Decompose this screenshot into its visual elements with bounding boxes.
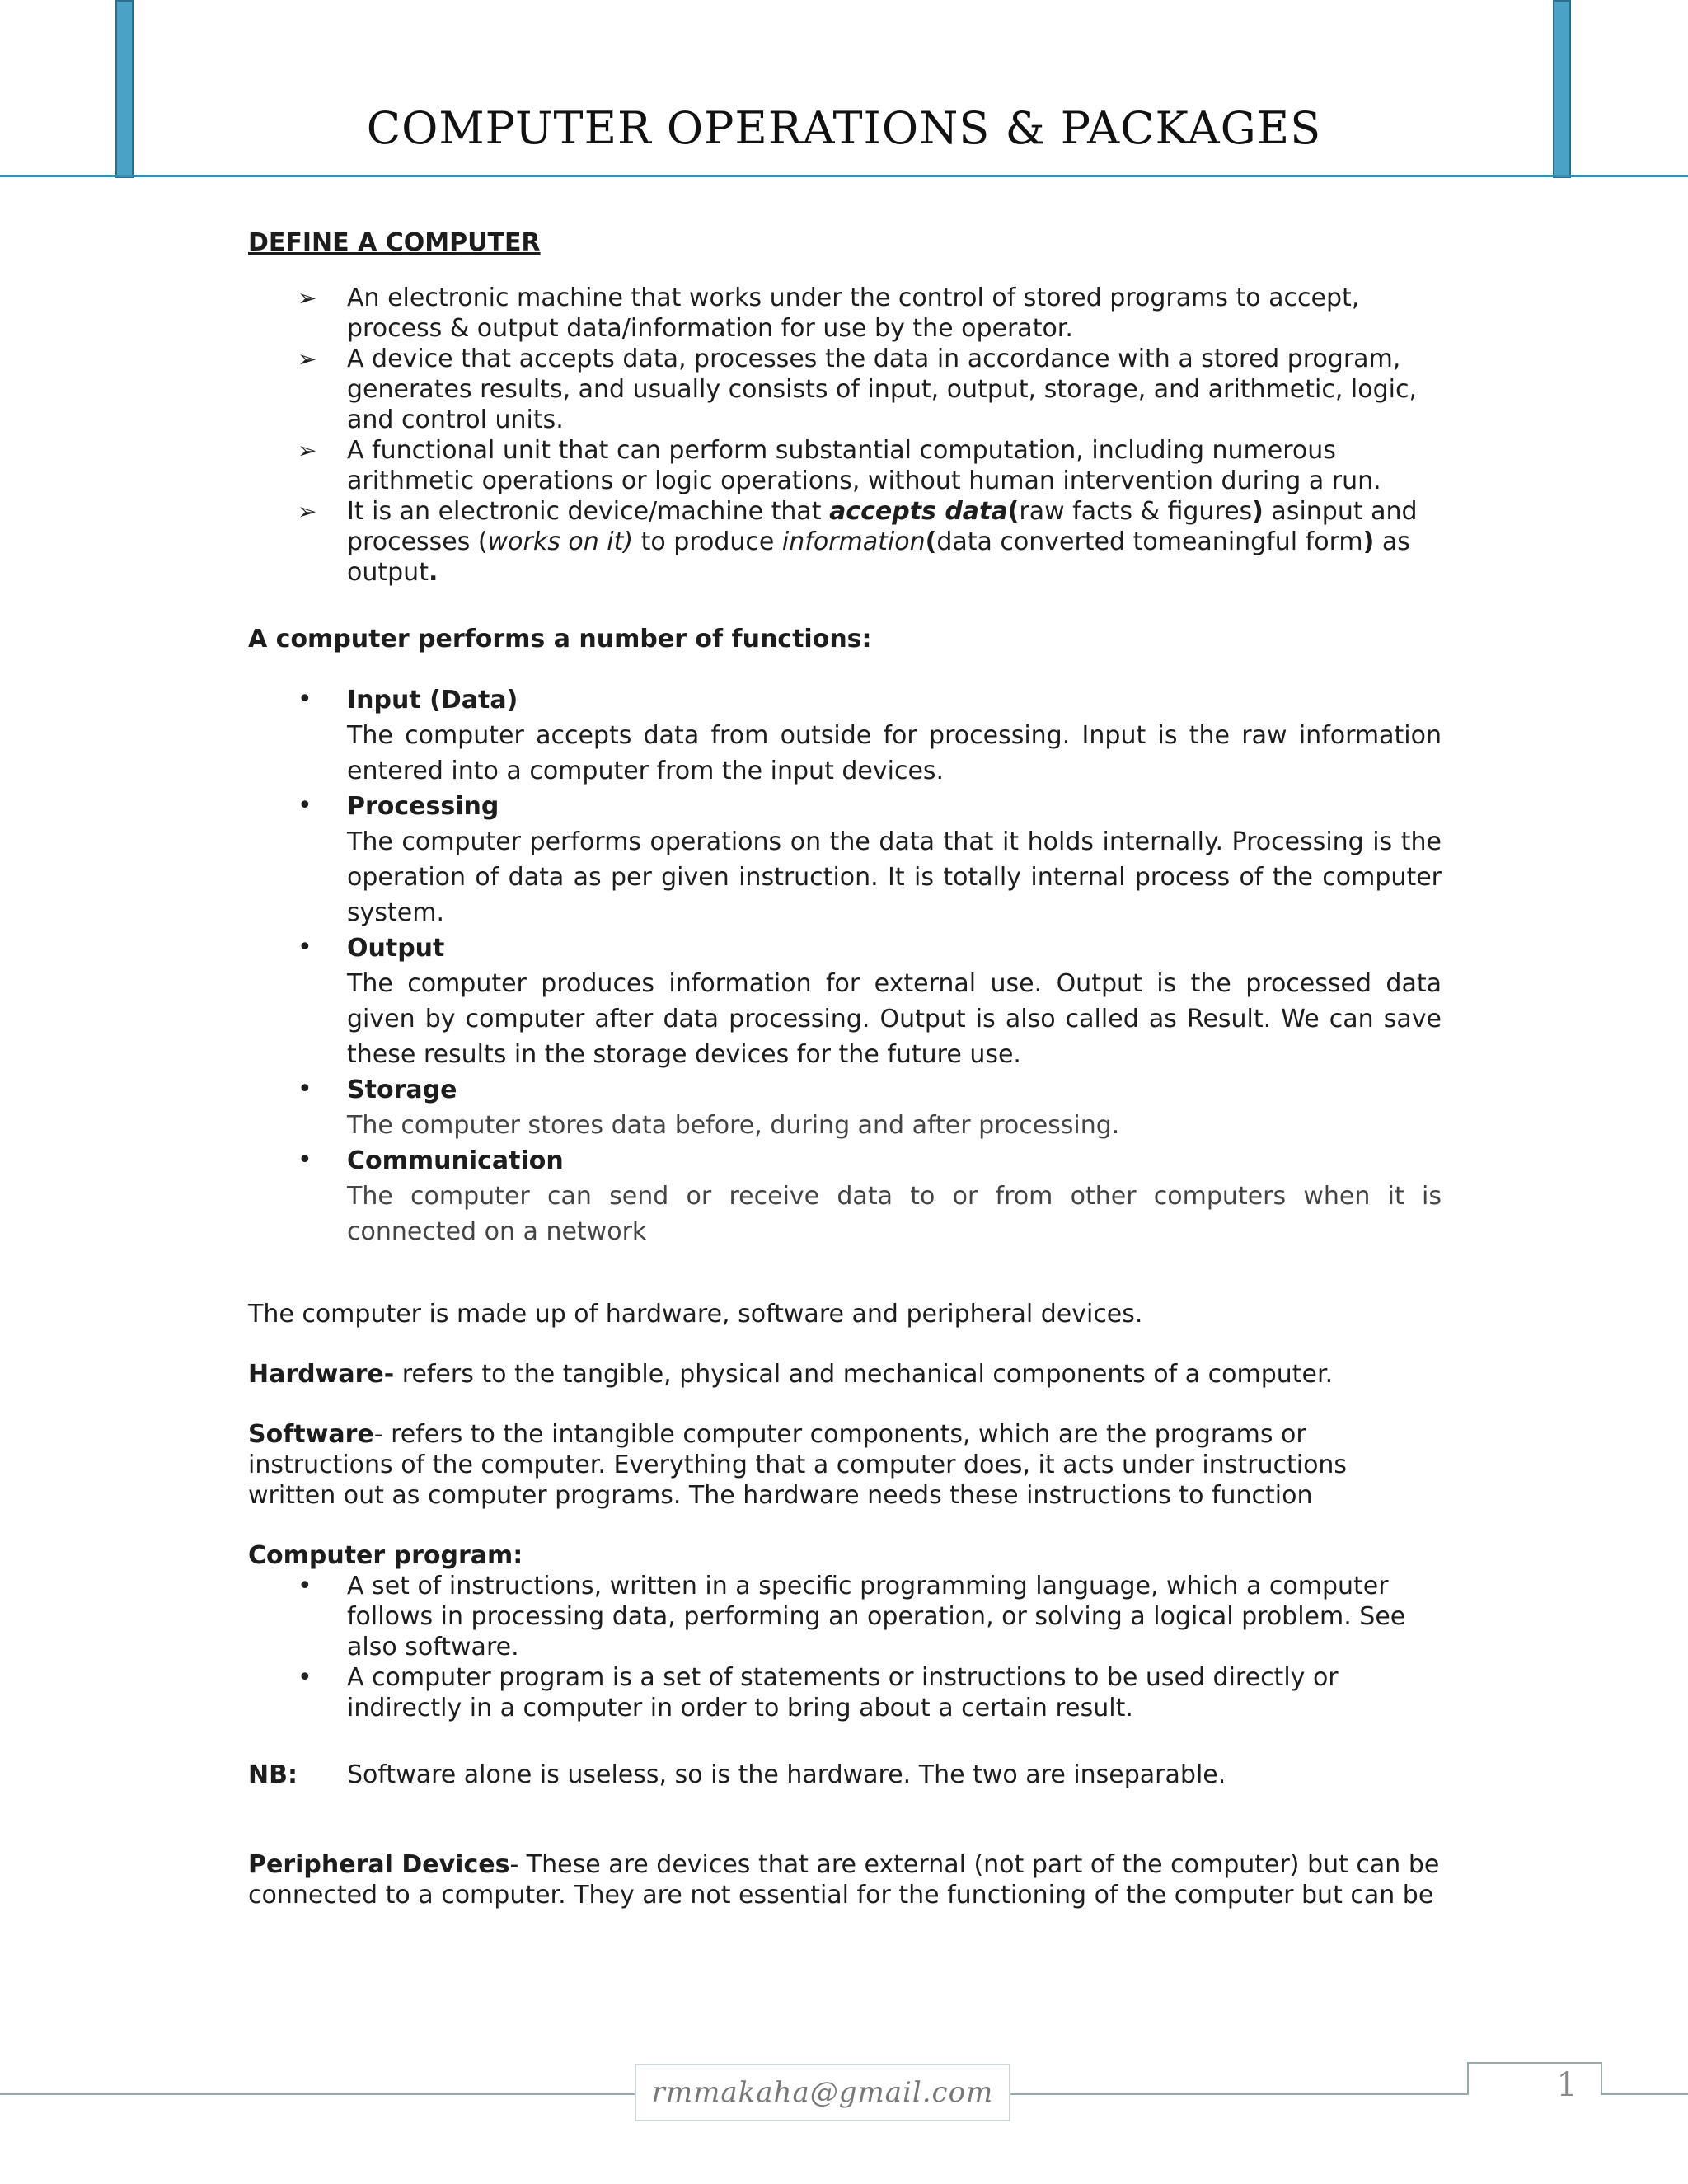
bullet-icon: • <box>298 1146 312 1174</box>
function-description: The computer stores data before, during and after processing. <box>347 1111 1120 1140</box>
function-description: The computer produces information for external use. Output is the processed data given by computer after data processing. Output is also called as Result. We can save these results in the storage devices for the future use. <box>347 969 1442 1069</box>
list-item <box>248 1571 1442 1662</box>
bullet-icon: • <box>298 1572 312 1601</box>
paren-close: ) <box>1252 497 1264 526</box>
peripheral-term: Peripheral Devices <box>248 1850 510 1879</box>
arrow-bullet-icon: ➢ <box>298 437 317 464</box>
page-title: COMPUTER OPERATIONS & PACKAGES <box>366 102 1322 154</box>
period: . <box>428 558 438 587</box>
text-run: data converted tomeaningful form <box>936 527 1363 556</box>
bullet-icon: • <box>298 1663 312 1692</box>
bullet-icon: • <box>298 791 312 820</box>
document-body <box>248 227 1442 1910</box>
paren-close: ) <box>1362 527 1375 556</box>
list-item <box>248 930 1442 1072</box>
section-heading-define: DEFINE A COMPUTER <box>248 228 541 257</box>
emphasis-works-on-it: works on it) <box>487 527 634 556</box>
software-definition: - refers to the intangible computer components, which are the programs or instructions of the computer. Everything that a computer does, it acts under instructions written out as computer programs. The hardware needs these instructions to function <box>248 1420 1348 1510</box>
composition-paragraph: The computer is made up of hardware, software and peripheral devices. <box>248 1300 1143 1329</box>
bullet-icon: • <box>298 933 312 962</box>
hardware-term: Hardware- <box>248 1360 395 1389</box>
function-description: The computer accepts data from outside for processing. Input is the raw information entered into a computer from the input devices. <box>347 721 1442 785</box>
function-name: Output <box>347 934 445 963</box>
definition-list <box>248 283 1442 588</box>
footer-divider-left <box>0 2093 635 2095</box>
list-item <box>248 682 1442 789</box>
footer-divider-far-right <box>1599 2093 1688 2095</box>
function-description: The computer performs operations on the data that it holds internally. Processing is the operation of data as per given instruction. It is totally internal process of the computer system. <box>347 827 1442 927</box>
text-run: as output <box>347 527 1410 587</box>
arrow-bullet-icon: ➢ <box>298 498 317 525</box>
peripheral-paragraph <box>248 1849 1442 1910</box>
note-row <box>248 1760 1442 1790</box>
definition-text: An electronic machine that works under the control of stored programs to accept, process & output data/information for use by the operator. <box>347 284 1360 343</box>
function-name: Storage <box>347 1076 457 1104</box>
definition-text: A functional unit that can perform substantial computation, including numerous arithmetic operations or logic operations, without human intervention during a run. <box>347 436 1381 495</box>
computer-program-list <box>248 1571 1442 1723</box>
section-heading-functions: A computer performs a number of functions: <box>248 625 872 654</box>
list-item <box>248 1072 1442 1143</box>
text-run: It is an electronic device/machine that <box>347 497 830 526</box>
function-name: Input (Data) <box>347 686 518 715</box>
paren-open: ( <box>925 527 937 556</box>
arrow-bullet-icon: ➢ <box>298 284 317 312</box>
definition-text: A device that accepts data, processes the data in accordance with a stored program, generates results, and usually consists of input, output, storage, and arithmetic, logic, and control units. <box>347 344 1418 434</box>
footer-divider-right <box>1010 2093 1472 2095</box>
definition-text <box>347 497 1418 587</box>
arrow-bullet-icon: ➢ <box>298 345 317 373</box>
emphasis-accepts-data: accepts data <box>829 497 1008 526</box>
program-definition: A computer program is a set of statements or instructions to be used directly or indirectly in a computer in order to bring about a certain result. <box>347 1663 1339 1722</box>
bullet-icon: • <box>298 685 312 714</box>
note-text: Software alone is useless, so is the hardware. The two are inseparable. <box>347 1760 1226 1789</box>
hardware-paragraph <box>248 1359 1442 1390</box>
footer-email: rmmakaha@gmail.com <box>635 2064 1010 2121</box>
hardware-definition: refers to the tangible, physical and mechanical components of a computer. <box>394 1360 1334 1389</box>
list-item <box>248 435 1442 496</box>
software-term: Software <box>248 1420 374 1449</box>
function-name: Communication <box>347 1146 564 1175</box>
function-name: Processing <box>347 792 499 821</box>
section-heading-computer-program: Computer program: <box>248 1541 523 1570</box>
list-item <box>248 344 1442 435</box>
functions-list <box>248 682 1442 1249</box>
function-description: The computer can send or receive data to or from other computers when it is connected on a network <box>347 1182 1442 1246</box>
list-item <box>248 496 1442 588</box>
note-label: NB: <box>248 1760 298 1789</box>
list-item <box>248 789 1442 930</box>
list-item <box>248 1143 1442 1249</box>
paren-open: ( <box>1007 497 1020 526</box>
bullet-icon: • <box>298 1075 312 1104</box>
text-run: raw facts & figures <box>1019 497 1253 526</box>
list-item <box>248 283 1442 344</box>
text-run: asinput and processes ( <box>347 497 1418 556</box>
emphasis-information: information <box>781 527 926 556</box>
list-item <box>248 1662 1442 1723</box>
text-run: to produce <box>633 527 782 556</box>
program-definition: A set of instructions, written in a specific programming language, which a computer follows in processing data, performing an operation, or solving a logical problem. See also software. <box>347 1572 1406 1661</box>
software-paragraph <box>248 1419 1442 1511</box>
header-divider <box>0 175 1688 177</box>
peripheral-definition: - These are devices that are external (not part of the computer) but can be connected to a computer. They are not essential for the functioning of the computer but can be <box>248 1850 1440 1910</box>
page-number: 1 <box>1556 2066 1578 2104</box>
